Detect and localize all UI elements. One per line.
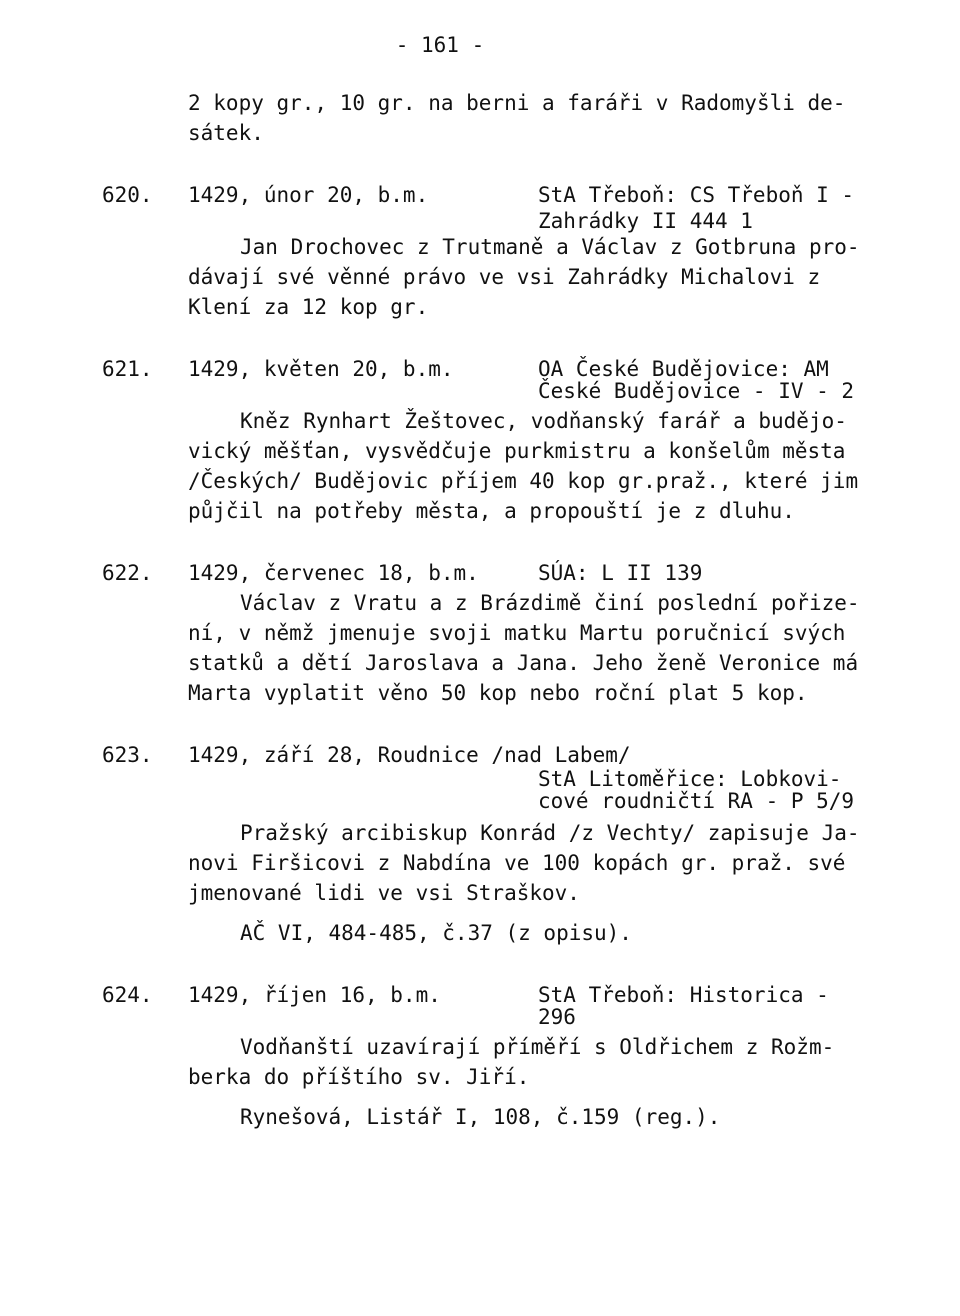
carryover-line: 2 kopy gr., 10 gr. na berni a faráři v Radomyšli de- (188, 91, 846, 115)
entry-number: 623. (102, 743, 153, 767)
entry-text-line: /Českých/ Budějovic příjem 40 kop gr.praž., které jim (188, 469, 859, 493)
entry-text-line: statků a dětí Jaroslava a Jana. Jeho ženě Veronice má (188, 651, 859, 675)
entry-source: České Budějovice - IV - 2 (538, 379, 855, 403)
entry-date: 1429, září 28, Roudnice /nad Labem/ (188, 743, 631, 767)
entry-text-line: jmenované lidi ve vsi Straškov. (188, 881, 580, 905)
entry-date: 1429, únor 20, b.m. (188, 183, 429, 207)
entry-text-line: Pražský arcibiskup Konrád /z Vechty/ zapisuje Ja- (240, 821, 860, 845)
entry-text-line: ní, v němž jmenuje svoji matku Martu poručnicí svých (188, 621, 846, 645)
entry-source: OA České Budějovice: AM (538, 357, 829, 381)
entry-text-line: Václav z Vratu a z Brázdimě činí poslední pořize- (240, 591, 860, 615)
entry-text-line: vický měšťan, vysvědčuje purkmistru a konšelům města (188, 439, 846, 463)
entry-text-line: Vodňanští uzavírají příměří s Oldřichem z Rožm- (240, 1035, 835, 1059)
entry-text-line: Klení za 12 kop gr. (188, 295, 429, 319)
entry-number: 624. (102, 983, 153, 1007)
entry-date: 1429, červenec 18, b.m. (188, 561, 479, 585)
entry-text-line: Marta vyplatit věno 50 kop nebo roční plat 5 kop. (188, 681, 808, 705)
entry-date: 1429, říjen 16, b.m. (188, 983, 441, 1007)
entry-reference: AČ VI, 484-485, č.37 (z opisu). (240, 921, 632, 945)
entry-source: StA Litoměřice: Lobkovi- (538, 767, 842, 791)
entry-source: 296 (538, 1005, 576, 1029)
entry-number: 621. (102, 357, 153, 381)
entry-source: SÚA: L II 139 (538, 561, 703, 585)
entry-text-line: berka do příštího sv. Jiří. (188, 1065, 530, 1089)
entry-reference: Rynešová, Listář I, 108, č.159 (reg.). (240, 1105, 721, 1129)
entry-source: cové roudničtí RA - P 5/9 (538, 789, 855, 813)
entry-date: 1429, květen 20, b.m. (188, 357, 454, 381)
entry-source: Zahrádky II 444 1 (538, 209, 753, 233)
entry-text-line: půjčil na potřeby města, a propouští je z dluhu. (188, 499, 795, 523)
entry-source: StA Třeboň: Historica - (538, 983, 829, 1007)
entry-number: 622. (102, 561, 153, 585)
entry-text-line: novi Firšicovi z Nabdína ve 100 kopách gr. praž. své (188, 851, 846, 875)
entry-text-line: Kněz Rynhart Žeštovec, vodňanský farář a budějo- (240, 409, 847, 433)
entry-text-line: dávají své věnné právo ve vsi Zahrádky Michalovi z (188, 265, 821, 289)
page-number: - 161 - (395, 33, 485, 57)
entry-source: StA Třeboň: CS Třeboň I - (538, 183, 855, 207)
entry-text-line: Jan Drochovec z Trutmaně a Václav z Gotbruna pro- (240, 235, 860, 259)
entry-number: 620. (102, 183, 153, 207)
carryover-line: sátek. (188, 121, 264, 145)
